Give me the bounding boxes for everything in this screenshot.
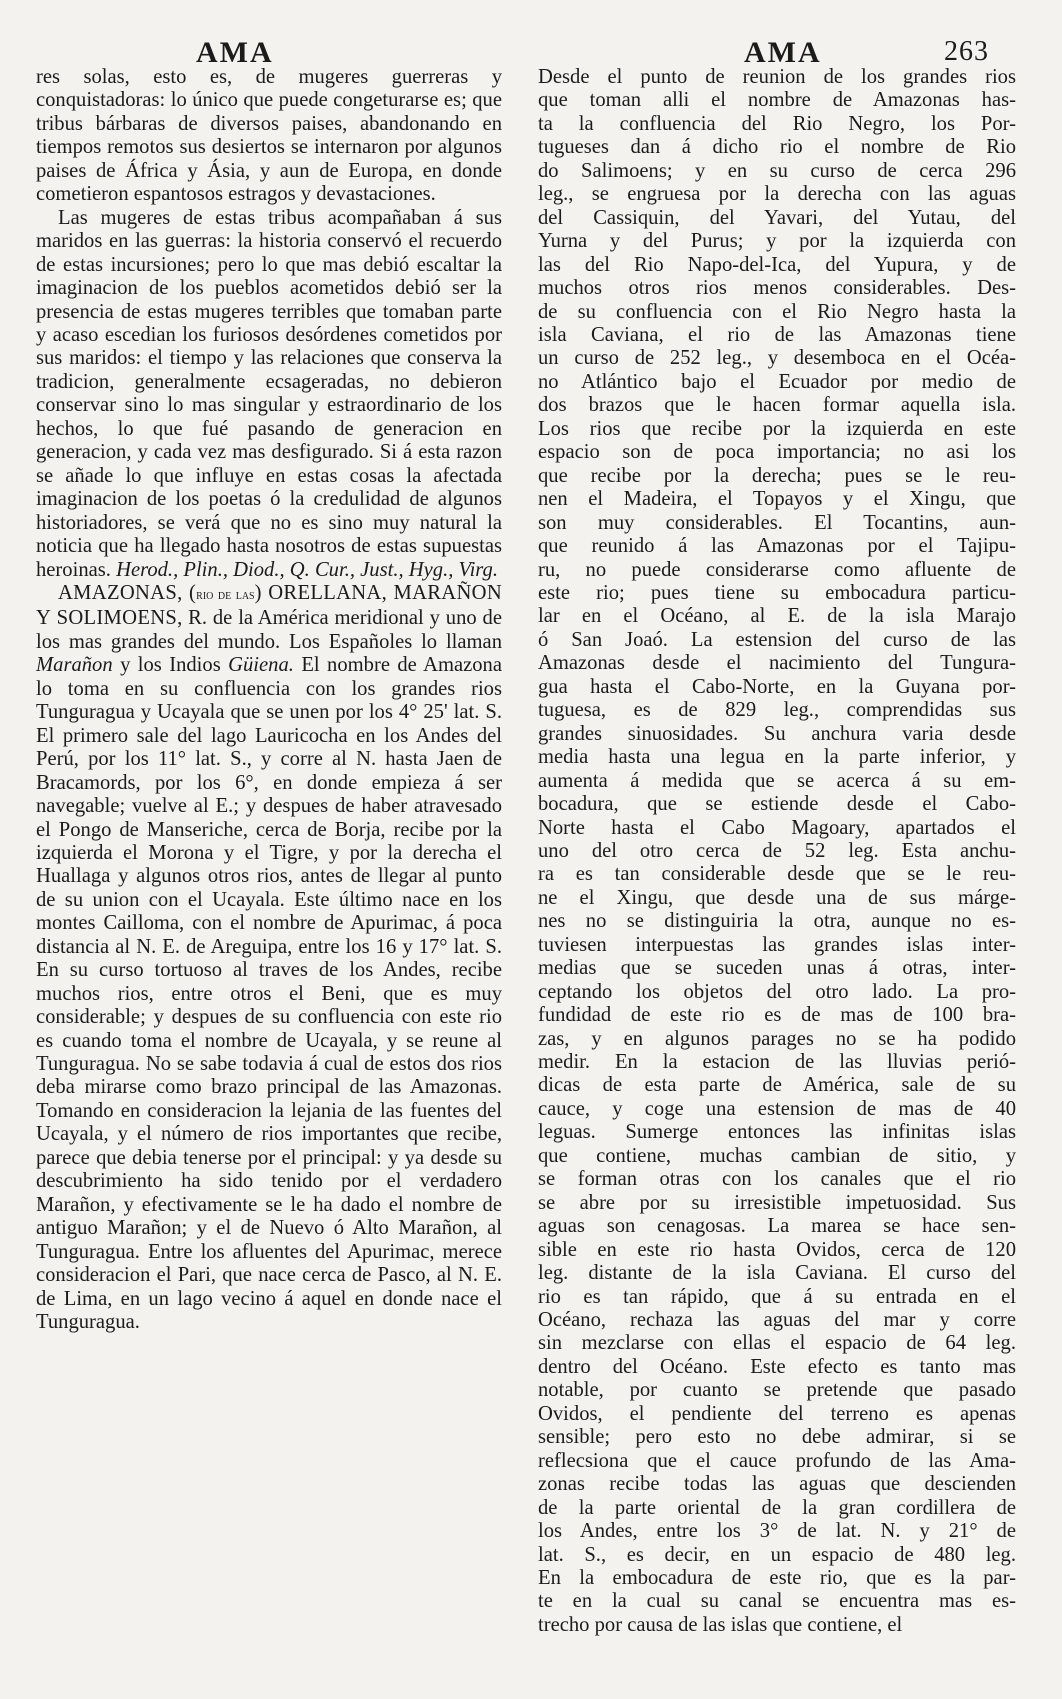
text-line: tuviesen interpuestas las grandes islas inter- [538, 933, 1016, 956]
text-line: leg. distante de la isla Caviana. El curso del [538, 1262, 1016, 1285]
text-line: que reunido á las Amazonas por el Tajipu- [538, 535, 1016, 558]
entry-headword: AMAZONAS, ( [58, 581, 197, 604]
text-line: leguas. Sumerge entonces las infinitas islas [538, 1121, 1016, 1144]
text-line: que contiene, muchas cambian de sitio, y [538, 1144, 1016, 1167]
text-line: de la parte oriental de la gran cordillera de [538, 1496, 1016, 1519]
text-line: dicas de esta parte de América, sale de su [538, 1074, 1016, 1097]
text-line: Océano, rechaza las aguas del mar y corre [538, 1309, 1016, 1332]
text-line: Norte hasta el Cabo Magoary, apartados el [538, 816, 1016, 839]
text-line: gua hasta el Cabo-Norte, en la Guyana por- [538, 675, 1016, 698]
text-line: del Cassiquin, del Yavari, del Yutau, del [538, 206, 1016, 229]
text-line: Los rios que recibe por la izquierda en este [538, 417, 1016, 440]
text-line: este rio; pues tiene su embocadura particu- [538, 581, 1016, 604]
running-head-left: AMA [196, 36, 274, 69]
text-line: se forman otras con los canales que el rio [538, 1168, 1016, 1191]
text-line: dentro del Océano. Este efecto es tanto mas [538, 1355, 1016, 1378]
text-line: sensible; pero esto no debe admirar, si se [538, 1426, 1016, 1449]
text-line: ta la confluencia del Rio Negro, los Por- [538, 112, 1016, 135]
source-references: Herod., Plin., Diod., Q. Cur., Just., Hyg., Virg. [116, 558, 498, 581]
text-line: En la embocadura de este rio, que es la par- [538, 1567, 1016, 1589]
text-line: ceptando los objetos del otro lado. La pro- [538, 980, 1016, 1003]
entry-name: Marañon [36, 654, 113, 677]
text-line: aumenta á medida que se acerca á su em- [538, 769, 1016, 792]
text-line: notable, por cuanto se pretende que pasado [538, 1379, 1016, 1402]
text-line: un curso de 252 leg., y desemboca en el Océa- [538, 347, 1016, 370]
text-line: sible en este rio hasta Ovidos, cerca de 120 [538, 1238, 1016, 1261]
right-column [538, 66, 1016, 1637]
text-line: ó San Joaó. La estension del curso de las [538, 628, 1016, 651]
text-line: bocadura, que se estiende desde el Cabo- [538, 793, 1016, 816]
running-head-right: AMA [744, 36, 822, 69]
text-line: Amazonas desde el nacimiento del Tungura- [538, 652, 1016, 675]
text-line: lar en el Océano, al E. de la isla Marajo [538, 605, 1016, 628]
text-line: Ovidos, el pendiente del terreno es apenas [538, 1402, 1016, 1425]
text-line: las del Rio Napo-del-Ica, del Yupura, y de [538, 253, 1016, 276]
text-line: isla Caviana, el rio de las Amazonas tiene [538, 323, 1016, 346]
text-line: son muy considerables. El Tocantins, aun- [538, 511, 1016, 534]
text-line: zonas recibe todas las aguas que descienden [538, 1473, 1016, 1496]
text-line: Desde el punto de reunion de los grandes rios [538, 66, 1016, 88]
text-line: trecho por causa de las islas que contiene, el [538, 1613, 903, 1636]
text-line: que recibe por la derecha; pues se le reu- [538, 464, 1016, 487]
text-line: lat. S., es decir, en un espacio de 480 leg. [538, 1543, 1016, 1566]
text-line: muchos otros rios menos considerables. Des- [538, 277, 1016, 300]
text-line: media hasta una legua en la parte inferior, y [538, 746, 1016, 769]
text-line: ne el Xingu, que desde una de sus márge- [538, 886, 1016, 909]
paragraph [36, 207, 502, 582]
text-line: tugueses dan á dicho rio el nombre de Rio [538, 136, 1016, 159]
text-line: nes no se distinguiria la otra, aunque no es- [538, 910, 1016, 933]
entry-text: y los Indios [120, 654, 221, 677]
left-column [36, 66, 502, 1334]
paragraph: res solas, esto es, de mugeres guerreras y conquistadoras: lo único que puede congeturarse es; que tribus bárbaras de diversos paises, abandonando en tiempos remotos sus desiertos se internaron por algunos paises de África y Ásia, y aun de Europa, en donde cometieron espantosos estragos y devastaciones. [36, 66, 502, 206]
text-line: aguas son cenagosas. La marea se hace sen- [538, 1215, 1016, 1238]
entry-headword-rest: ) ORELLANA, MARAÑON Y SOLIMOENS [36, 581, 502, 630]
text-line: los Andes, entre los 3° de lat. N. y 21° de [538, 1520, 1016, 1543]
text-line: rio es tan rápido, que á su entrada en el [538, 1285, 1016, 1308]
text-line: Yurna y del Purus; y por la izquierda con [538, 230, 1016, 253]
text-line: espacio son de poca importancia; no asi los [538, 441, 1016, 464]
text-line: medir. En la estacion de las lluvias perió- [538, 1051, 1016, 1074]
entry-headword-smallcaps: rio de las [196, 587, 255, 603]
text-line: medias que se suceden unas á otras, inter- [538, 957, 1016, 980]
text-line: fundidad de este rio es de mas de 100 bra- [538, 1004, 1016, 1027]
text-line: se abre por su irresistible impetuosidad. Sus [538, 1191, 1016, 1214]
text-line: sin mezclarse con ellas el espacio de 64 leg. [538, 1332, 1016, 1355]
text-line: te en la cual su canal se encuentra mas es- [538, 1590, 1016, 1613]
text-line: dos brazos que le hacen formar aquella isla. [538, 394, 1016, 417]
text-line: leg., se engruesa por la derecha con las aguas [538, 183, 1016, 206]
text-line: ra es tan considerable desde que se le reu- [538, 863, 1016, 886]
entry-name: Güiena. [228, 654, 294, 677]
entry-body: El nombre de Amazona lo toma en su confluencia con los grandes rios Tunguragua y Ucayala que se unen por los 4° 25' lat. S. El primero sale del lago Lauricocha en los Andes del Perú, por los 11° lat. S., y corre al N. hasta Jaen de Bracamords, por los 6°, en donde empieza á ser navegable; vuelve al E.; y despues de haber atravesado el Pongo de Manseriche, cerca de Borja, recibe por la izquierda el Morona y el Tigre, y por la derecha el Huallaga y algunos otros rios, antes de llegar al punto de su union con el Ucayala. Este último nace en los montes Cailloma, con el nombre de Apurimac, á poca distancia al N. E. de Areguipa, entre los 16 y 17° lat. S. En su curso tortuoso al traves de los Andes, recibe muchos rios, entre otros el Beni, que es muy considerable; y despues de su confluencia con este rio es cuando toma el nombre de Ucayala, y se reune al Tunguragua. No se sabe todavia á cual de estos dos rios deba mirarse como brazo principal de las Amazonas. Tomando en consideracion la lejania de las fuentes del Ucayala, y el número de rios importantes que recibe, parece que debia tenerse por el principal: y ya desde su descubrimiento ha sido tenido por el verdadero Marañon, y efectivamente se le ha dado el nombre de antiguo Marañon; y el de Nuevo ó Alto Marañon, al Tunguragua. Entre los afluentes del Apurimac, merece consideracion el Pari, que nace cerca de Pasco, al N. E. de Lima, en un lago vecino á aquel en donde nace el Tunguragua. [36, 654, 502, 1334]
entry-intro: , R. de la América meridional y uno de los mas grandes del mundo. Los Españoles lo llaman [36, 607, 502, 653]
page-number: 263 [944, 36, 989, 67]
text-line: do Salimoens; y en su curso de cerca 296 [538, 159, 1016, 182]
text-line: ru, no puede considerarse como afluente de [538, 558, 1016, 581]
text-line: zas, y en algunos parages no se ha podido [538, 1027, 1016, 1050]
text-line: reflecsiona que el cauce profundo de las Ama- [538, 1449, 1016, 1472]
text-line: que toman alli el nombre de Amazonas has- [538, 89, 1016, 112]
text-line: no Atlántico bajo el Ecuador por medio de [538, 370, 1016, 393]
paragraph-text: Las mugeres de estas tribus acompañaban á sus maridos en las guerras: la historia conservó el recuerdo de estas incursiones; pero lo que mas debió escaltar la imaginacion de los pueblos acometidos debió ser la presencia de estas mugeres terribles que tomaban parte y acaso escedian los furiosos desórdenes cometidos por sus maridos: el tiempo y las relaciones que conserva la tradicion, generalmente ecsageradas, no debieron conservar sino lo mas singular y estraordinario de los hechos, lo que fué pasando de generacion en generacion, y cada vez mas desfigurado. Si á esta razon se añade lo que influye en estas cosas la afectada imaginacion de los poetas ó la credulidad de algunos historiadores, se verá que no es sino muy natural la noticia que ha llegado hasta nosotros de estas supuestas heroinas. [36, 206, 502, 581]
entry-amazonas [36, 582, 502, 1335]
text-line: uno del otro cerca de 52 leg. Esta anchu- [538, 839, 1016, 862]
text-line: cauce, y coge una estension de mas de 40 [538, 1097, 1016, 1120]
text-line: nen el Madeira, el Topayos y el Xingu, que [538, 488, 1016, 511]
text-line: tuguesa, es de 829 leg., comprendidas sus [538, 699, 1016, 722]
text-line: de su confluencia con el Rio Negro hasta la [538, 300, 1016, 323]
text-line: grandes sinuosidades. Su anchura varia desde [538, 722, 1016, 745]
